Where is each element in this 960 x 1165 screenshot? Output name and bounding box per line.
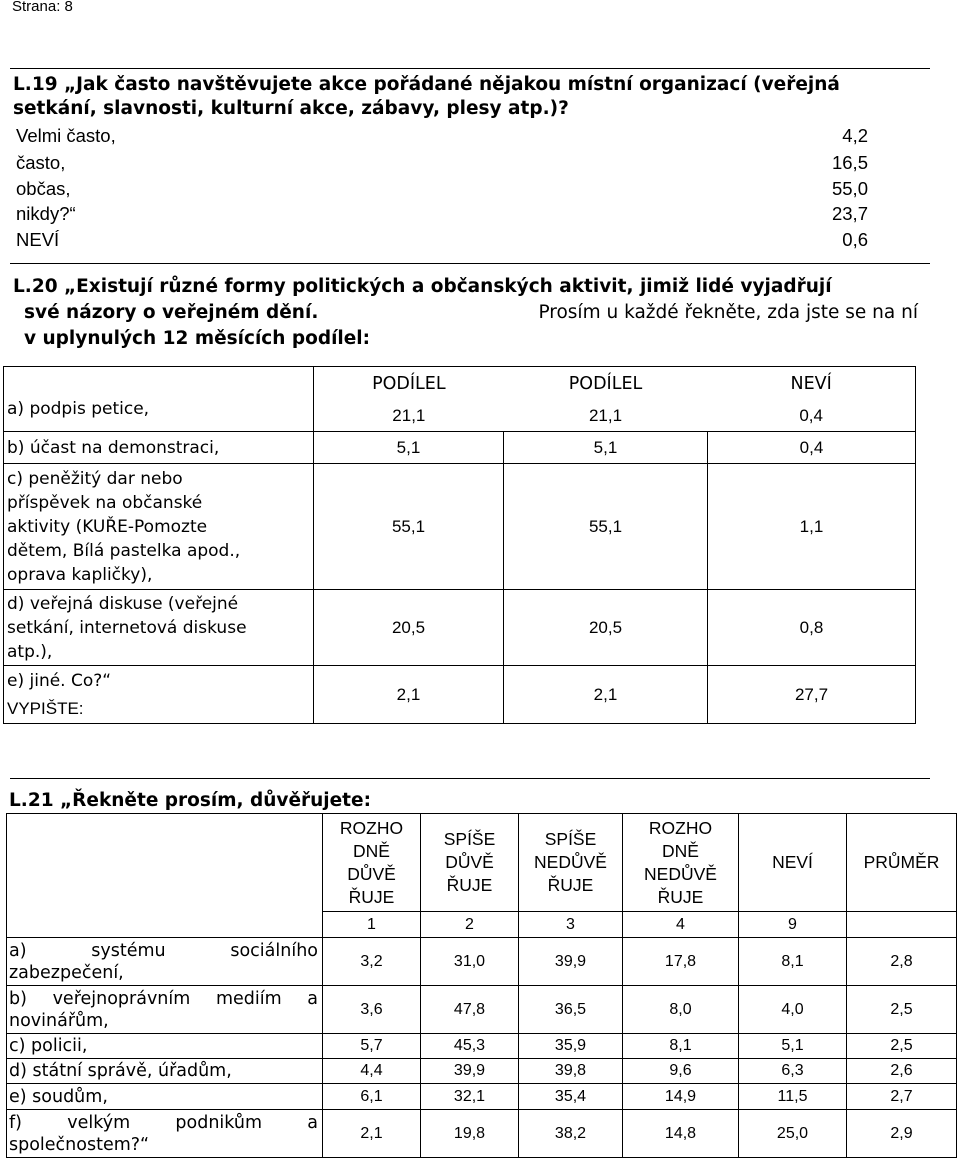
cell-value: 14,8 <box>623 1110 739 1158</box>
cell-value: 20,5 <box>504 590 708 666</box>
cell-value: 2,6 <box>847 1059 957 1084</box>
codes-empty-cell <box>7 912 323 938</box>
column-header: PRŮMĚR <box>847 814 957 912</box>
cell-value: 5,1 <box>504 432 708 464</box>
cell-value: 0,4 <box>708 432 916 464</box>
cell-value: 2,9 <box>847 1110 957 1158</box>
cell-value: 0,8 <box>708 590 916 666</box>
answer-value: 55,0 <box>831 178 868 199</box>
answer-value: 4,2 <box>842 125 868 146</box>
row-label: b) účast na demonstraci, <box>4 432 314 464</box>
cell-value: 31,0 <box>421 938 519 986</box>
q20-title-line3: v uplynulých 12 měsících podílel: <box>24 328 371 349</box>
row-label-line: příspěvek na občanské <box>7 492 203 513</box>
cell-value: 36,5 <box>519 986 623 1034</box>
cell-value: 2,5 <box>847 986 957 1034</box>
column-header: NEVÍ <box>739 814 847 912</box>
cell-value: 2,1 <box>504 666 708 724</box>
q20-title-line2 <box>13 300 918 326</box>
cell-value: 0,4 <box>799 406 823 425</box>
row-label <box>7 986 323 1034</box>
header-line: NEDŮVĚ <box>534 852 607 872</box>
header-line: DNĚ <box>353 840 390 861</box>
header-line: SPÍŠE <box>443 829 496 849</box>
cell-value: 2,1 <box>314 666 504 724</box>
table-row <box>4 666 916 724</box>
table-row <box>4 464 916 590</box>
row-label: c) policii, <box>7 1034 323 1059</box>
answer-value: 23,7 <box>831 203 868 224</box>
cell-value: 2,1 <box>323 1110 421 1158</box>
table-row <box>7 986 957 1034</box>
cell-value: 6,1 <box>323 1084 421 1110</box>
cell-value: 39,9 <box>421 1059 519 1084</box>
q20-table <box>3 366 916 724</box>
cell-value: 8,1 <box>623 1034 739 1059</box>
row-label-line: oprava kapličky), <box>7 564 153 585</box>
cell-value: 4,0 <box>739 986 847 1034</box>
q20-title-line2a: své názory o veřejném dění. <box>24 302 319 323</box>
table-row <box>7 1084 957 1110</box>
cell-value: 8,1 <box>739 938 847 986</box>
cell-value: 2,8 <box>847 938 957 986</box>
q19-answer-row <box>0 203 960 227</box>
q20-title <box>13 274 918 352</box>
row-label: d) státní správě, úřadům, <box>7 1059 323 1084</box>
row-label <box>7 1110 323 1158</box>
q19-answer-row <box>0 125 960 149</box>
cell-value: 5,7 <box>323 1034 421 1059</box>
header-block <box>314 367 915 431</box>
row-label-line: e) jiné. Co?“ <box>7 670 112 691</box>
row-label-line: společnostem?“ <box>9 1134 150 1155</box>
cell-value: 45,3 <box>421 1034 519 1059</box>
answer-value: 0,6 <box>842 229 868 250</box>
table-row <box>4 590 916 666</box>
row-label-line: novinářům, <box>9 1010 109 1031</box>
row-label-line: setkání, internetová diskuse <box>7 617 247 638</box>
cell-value: 55,1 <box>314 464 504 590</box>
row-label <box>7 938 323 986</box>
q21-table <box>6 813 957 1158</box>
row-label <box>4 464 314 590</box>
answer-value: 16,5 <box>831 152 868 173</box>
row-label <box>4 590 314 666</box>
cell-value: 21,1 <box>392 406 426 425</box>
row-label-line: aktivity (KUŘE-Pomozte <box>7 516 208 537</box>
row-label-line: a) systému sociálního <box>9 940 318 961</box>
table-row <box>4 432 916 464</box>
section-divider <box>10 263 930 264</box>
cell-value: 6,3 <box>739 1059 847 1084</box>
answer-label: NEVÍ <box>16 229 60 250</box>
cell-value: 8,0 <box>623 986 739 1034</box>
answer-label: Velmi často, <box>16 125 116 146</box>
column-header <box>421 814 519 912</box>
cell-value: 38,2 <box>519 1110 623 1158</box>
page-number: Strana: 8 <box>12 0 73 15</box>
cell-value: 1,1 <box>708 464 916 590</box>
row-label-line: c) peněžitý dar nebo <box>7 468 183 489</box>
row-label <box>4 666 314 724</box>
row-label-line: zabezpečení, <box>9 962 124 983</box>
row-label-line: d) veřejná diskuse (veřejné <box>7 593 239 614</box>
header-line: ŘUJE <box>446 875 493 895</box>
q20-title-line1: L.20 „Existují různé formy politických a občanských aktivit, jimiž lidé vyjadřují <box>13 276 832 297</box>
code-value: 9 <box>739 912 847 938</box>
column-header <box>519 814 623 912</box>
values-row <box>314 401 915 431</box>
q21-title: L.21 „Řekněte prosím, důvěřujete: <box>9 790 371 811</box>
header-line: ROZHO <box>648 817 713 838</box>
cell-value: 3,6 <box>323 986 421 1034</box>
column-header <box>323 814 421 912</box>
cell-value: 27,7 <box>708 666 916 724</box>
cell-value: 9,6 <box>623 1059 739 1084</box>
answer-label: občas, <box>16 178 71 199</box>
cell-value: 14,9 <box>623 1084 739 1110</box>
column-header <box>623 814 739 912</box>
code-value: 3 <box>519 912 623 938</box>
cell-value: 39,9 <box>519 938 623 986</box>
q19-answer-row <box>0 152 960 176</box>
q19-title-line1: L.19 „Jak často navštěvujete akce pořádané nějakou místní organizací (veřejná <box>13 74 840 95</box>
table-row <box>7 1110 957 1158</box>
header-line: ROZHO <box>339 817 404 838</box>
cell-value: 32,1 <box>421 1084 519 1110</box>
column-header: PODÍLEL <box>568 374 643 394</box>
header-line: DŮVĚ <box>445 852 494 872</box>
row-label-line: b) veřejnoprávním mediím a <box>9 988 318 1009</box>
answer-label: často, <box>16 152 66 173</box>
header-row <box>7 814 957 912</box>
cell-value: 17,8 <box>623 938 739 986</box>
header-line: ŘUJE <box>547 875 594 895</box>
row-label-line: atp.), <box>7 641 53 662</box>
column-header: NEVÍ <box>790 374 832 394</box>
cell-value: 47,8 <box>421 986 519 1034</box>
header-and-values-cell <box>314 367 916 432</box>
q19-answer-row <box>0 229 960 253</box>
table-row <box>7 938 957 986</box>
codes-row <box>7 912 957 938</box>
section-divider <box>10 68 930 69</box>
table-row <box>7 1059 957 1084</box>
table-row <box>7 1034 957 1059</box>
q19-answer-row <box>0 178 960 202</box>
cell-value: 4,4 <box>323 1059 421 1084</box>
header-line: SPÍŠE <box>544 829 597 849</box>
cell-value: 20,5 <box>314 590 504 666</box>
cell-value: 2,5 <box>847 1034 957 1059</box>
header-line: DNĚ <box>662 840 699 861</box>
cell-value: 5,1 <box>739 1034 847 1059</box>
header-empty-cell <box>7 814 323 912</box>
q19-title-line2: setkání, slavnosti, kulturní akce, zábavy, plesy atp.)? <box>13 98 569 119</box>
header-line: ŘUJE <box>348 886 395 907</box>
cell-value: 2,7 <box>847 1084 957 1110</box>
cell-value: 5,1 <box>314 432 504 464</box>
header-row <box>314 367 915 401</box>
answer-label: nikdy?“ <box>16 203 76 224</box>
row-label: e) soudům, <box>7 1084 323 1110</box>
row-label-line: dětem, Bílá pastelka apod., <box>7 540 241 561</box>
code-value: 1 <box>323 912 421 938</box>
cell-value: 55,1 <box>504 464 708 590</box>
cell-value: 39,8 <box>519 1059 623 1084</box>
q20-title-line2b: Prosím u každé řekněte, zda jste se na ní <box>538 302 918 323</box>
cell-value: 21,1 <box>588 406 623 425</box>
header-line: ŘUJE <box>657 886 704 907</box>
cell-value: 19,8 <box>421 1110 519 1158</box>
code-value: 2 <box>421 912 519 938</box>
column-header: PODÍLEL <box>372 374 446 394</box>
q19-title <box>13 73 923 121</box>
section-divider <box>10 778 930 779</box>
cell-value: 35,4 <box>519 1084 623 1110</box>
row-label-line: VYPIŠTE: <box>7 698 84 718</box>
cell-value: 11,5 <box>739 1084 847 1110</box>
cell-value: 25,0 <box>739 1110 847 1158</box>
cell-value: 3,2 <box>323 938 421 986</box>
table-row <box>4 367 916 432</box>
row-label: a) podpis petice, <box>4 367 314 432</box>
cell-value: 35,9 <box>519 1034 623 1059</box>
code-value: 4 <box>623 912 739 938</box>
code-value <box>847 912 957 938</box>
header-line: NEDŮVĚ <box>644 863 717 884</box>
header-line: DŮVĚ <box>347 863 396 884</box>
row-label-line: f) velkým podnikům a <box>9 1112 318 1133</box>
